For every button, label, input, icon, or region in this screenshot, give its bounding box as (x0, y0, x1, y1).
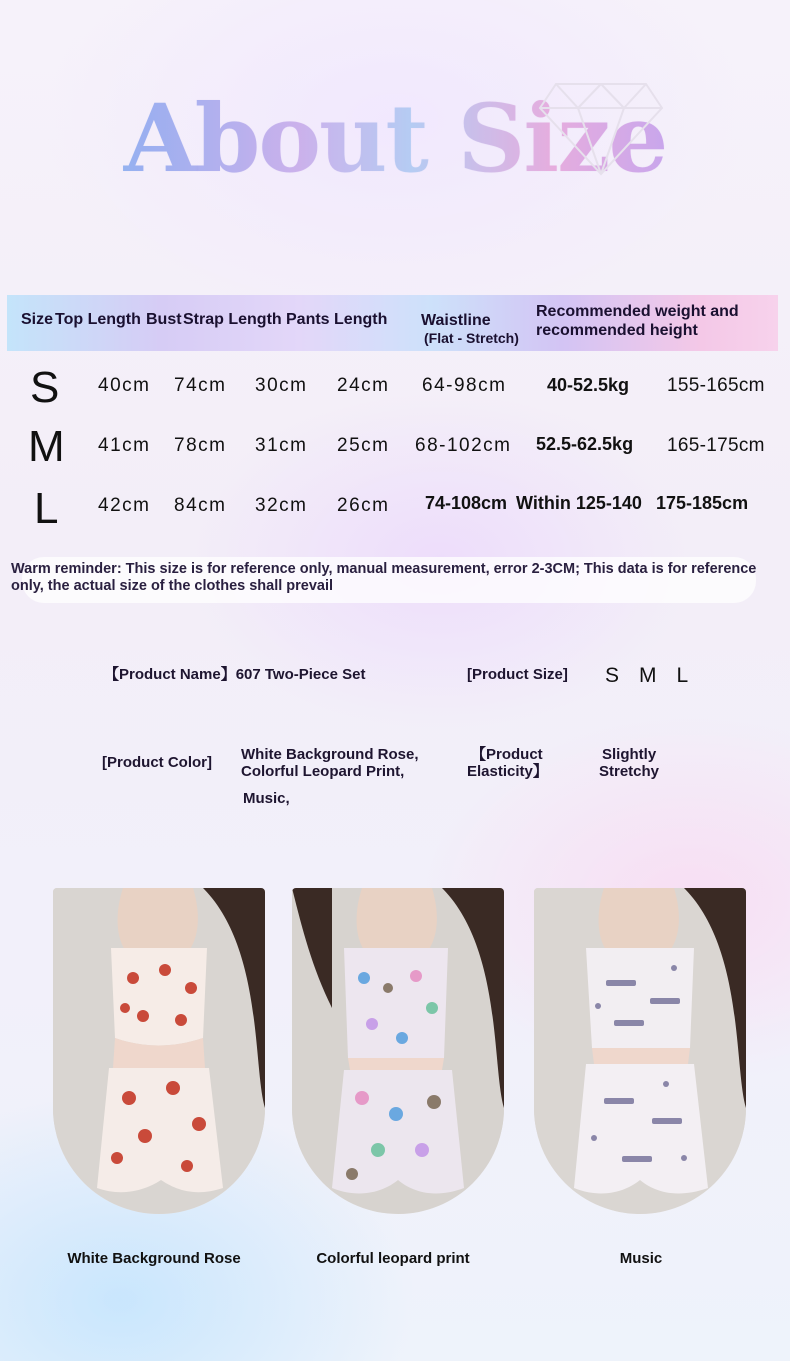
table-cell: 64-98cm (422, 375, 507, 396)
table-cell: 30cm (255, 375, 308, 396)
table-cell: 74-108cm (425, 493, 508, 513)
table-cell: 165-175cm (667, 435, 765, 456)
product-color-label: [Product Color] (102, 754, 212, 771)
product-elasticity-label-2: Elasticity】 (467, 763, 548, 780)
size-row-l-letter: L (34, 484, 59, 533)
header-recommended-1: Recommended weight and (536, 303, 739, 320)
header-waistline-sub: (Flat - Stretch) (424, 330, 519, 346)
header-top-length: Top Length (55, 311, 141, 328)
product-elasticity-value-2: Stretchy (599, 763, 660, 780)
size-option-l: L (676, 664, 689, 687)
product-name: 【Product Name】607 Two-Piece Set (104, 666, 366, 683)
table-cell: 41cm (98, 435, 151, 456)
table-cell: 155-165cm (667, 375, 765, 396)
table-cell: 52.5-62.5kg (536, 434, 634, 454)
product-colors-line1: White Background Rose, (241, 746, 419, 763)
warm-reminder-text: Warm reminder: This size is for reference only, manual measurement, error 2-3CM; This data is for reference only, the actual size of the clothes shall prevail (11, 561, 757, 594)
header-pants-length: Pants Length (286, 311, 388, 328)
header-bust: Bust (146, 311, 182, 328)
size-option-s: S (605, 664, 620, 687)
header-recommended-2: recommended height (536, 322, 698, 339)
product-colors-line3: Music, (243, 790, 290, 807)
leopard-print-set-image[interactable] (292, 888, 504, 1214)
table-cell: 42cm (98, 495, 151, 516)
header-waistline: Waistline (421, 312, 491, 329)
rose-print-set-image[interactable] (53, 888, 265, 1214)
table-cell: 68-102cm (415, 435, 512, 456)
table-cell: 40-52.5kg (547, 375, 630, 395)
table-cell: 25cm (337, 435, 390, 456)
table-cell: 84cm (174, 495, 227, 516)
product-elasticity-label-1: 【Product (471, 746, 543, 763)
diamond-icon (538, 80, 664, 176)
size-row-s-letter: S (30, 363, 60, 412)
table-cell: 78cm (174, 435, 227, 456)
table-cell: 74cm (174, 375, 227, 396)
table-cell: 32cm (255, 495, 308, 516)
product-colors-line2: Colorful Leopard Print, (241, 763, 405, 780)
table-cell: 175-185cm (656, 493, 749, 513)
variant-caption-leopard: Colorful leopard print (316, 1250, 470, 1267)
product-size-options (605, 664, 708, 688)
table-cell: 24cm (337, 375, 390, 396)
table-cell: Within 125-140 (516, 493, 642, 513)
header-size: Size (21, 311, 54, 328)
page-title: About Size (0, 92, 790, 186)
size-row-m-letter: M (28, 422, 65, 471)
table-cell: 31cm (255, 435, 308, 456)
variant-caption-music: Music (619, 1250, 663, 1267)
product-size-label: [Product Size] (467, 666, 568, 683)
header-strap-length: Strap Length (183, 311, 282, 328)
table-cell: 26cm (337, 495, 390, 516)
product-elasticity-value-1: Slightly (602, 746, 657, 763)
music-print-set-image[interactable] (534, 888, 746, 1214)
size-option-m: M (639, 664, 657, 687)
variant-caption-rose: White Background Rose (67, 1250, 241, 1267)
table-cell: 40cm (98, 375, 151, 396)
